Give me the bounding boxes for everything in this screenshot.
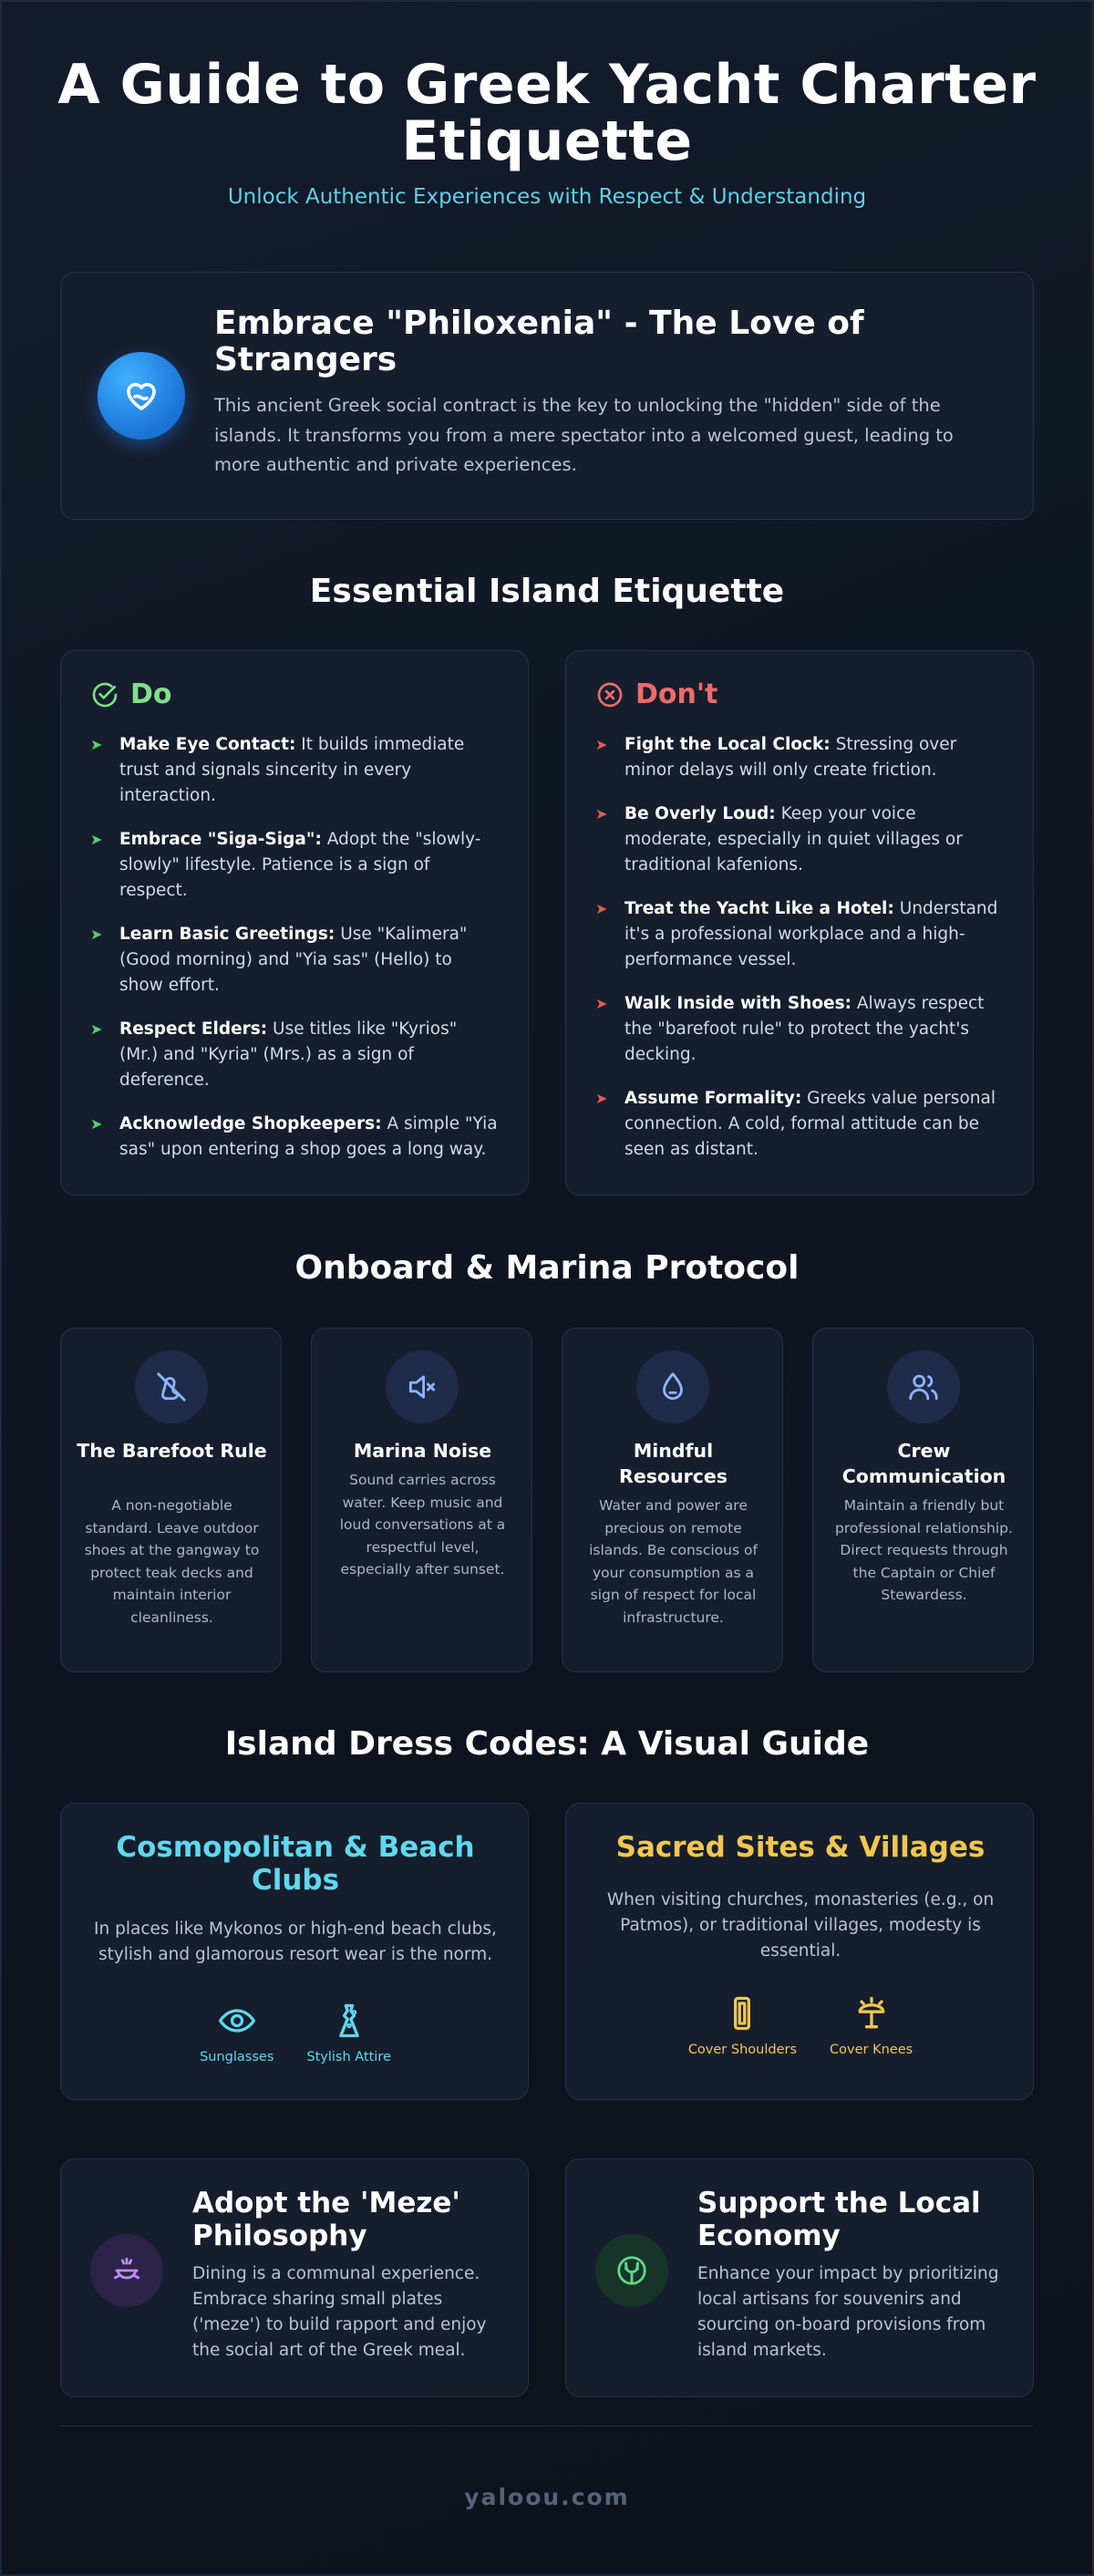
lamp-icon <box>851 1993 892 2033</box>
marina-noise-card <box>311 1328 532 1672</box>
check-circle-icon <box>90 680 119 709</box>
list-item: ➤ Walk Inside with Shoes: Always respect the "barefoot rule" to protect the yacht's decking. <box>595 991 1006 1068</box>
sacred-title: Sacred Sites & Villages <box>615 1831 986 1864</box>
etiquette-title: Essential Island Etiquette <box>309 573 785 610</box>
dress-icon <box>329 2001 369 2041</box>
users-icon <box>887 1350 960 1423</box>
meze-icon <box>90 2234 163 2307</box>
card-body: A non-negotiable standard. Leave outdoor shoes at the gangway to protect teak decks and maintain interior cleanliness. <box>84 1497 260 1626</box>
dont-card <box>565 650 1034 1195</box>
shirt-icon <box>722 1993 762 2033</box>
arrow-icon: ➤ <box>595 805 608 822</box>
dont-heading <box>595 678 717 710</box>
sacred-body: When visiting churches, monasteries (e.g., on Patmos), or traditional villages, modesty is essential. <box>606 1890 995 1960</box>
arrow-icon: ➤ <box>595 995 608 1012</box>
dont-heading-label: Don't <box>635 678 718 710</box>
card-title: Marina Noise <box>353 1440 492 1462</box>
icon-label: Cover Knees <box>830 2043 913 2057</box>
list-item: ➤ Respect Elders: Use titles like "Kyrios" (Mr.) and "Kyria" (Mrs.) as a sign of deference. <box>90 1017 501 1093</box>
list-item: ➤ Treat the Yacht Like a Hotel: Understand it's a professional workplace and a high-performance vessel. <box>595 896 1006 973</box>
no-shoes-icon <box>135 1350 208 1423</box>
meze-title: Adopt the 'Meze' Philosophy <box>192 2187 460 2252</box>
arrow-icon: ➤ <box>90 1020 103 1038</box>
card-title: The Barefoot Rule <box>77 1440 267 1462</box>
protocol-title: Onboard & Marina Protocol <box>294 1249 800 1287</box>
cosmopolitan-icons <box>61 2001 530 2064</box>
list-item: ➤ Acknowledge Shopkeepers: A simple "Yia sas" upon entering a shop goes a long way. <box>90 1112 501 1163</box>
leaf-icon <box>595 2234 668 2307</box>
local-economy-card <box>565 2158 1034 2397</box>
cover-shoulders-item <box>688 1993 797 2057</box>
dont-list <box>595 732 1006 1181</box>
local-economy-title: Support the Local Economy <box>697 2187 981 2252</box>
arrow-icon: ➤ <box>595 900 608 917</box>
x-circle-icon <box>595 680 624 709</box>
list-item: ➤ Assume Formality: Greeks value personal connection. A cold, formal attitude can be seen as distant. <box>595 1086 1006 1163</box>
icon-label: Stylish Attire <box>306 2050 391 2064</box>
stylish-attire-item <box>306 2001 391 2064</box>
philoxenia-card <box>60 272 1034 520</box>
arrow-icon: ➤ <box>595 1090 608 1107</box>
list-item: ➤ Embrace "Siga-Siga": Adopt the "slowly-slowly" lifestyle. Patience is a sign of respect. <box>90 827 501 904</box>
card-body: Sound carries across water. Keep music and loud conversations at a respectful level, especially after sunset. <box>339 1472 506 1578</box>
arrow-icon: ➤ <box>90 1115 103 1133</box>
arrow-icon: ➤ <box>90 831 103 848</box>
mute-speaker-icon <box>386 1350 459 1423</box>
philoxenia-title: Embrace "Philoxenia" - The Love of Strangers <box>214 305 864 378</box>
list-item: ➤ Fight the Local Clock: Stressing over minor delays will only create friction. <box>595 732 1006 783</box>
cosmopolitan-card <box>60 1803 529 2100</box>
icon-label: Sunglasses <box>200 2050 274 2064</box>
card-body: Maintain a friendly but professional relationship. Direct requests through the Captain or Chief Stewardess. <box>835 1497 1013 1603</box>
water-drop-icon <box>636 1350 709 1423</box>
card-title: Crew Communication <box>841 1440 1006 1487</box>
list-item: ➤ Be Overly Loud: Keep your voice moderate, especially in quiet villages or traditional kafenions. <box>595 802 1006 878</box>
card-title: Mindful Resources <box>619 1440 728 1487</box>
footer-brand-link[interactable]: yaloou.com <box>464 2484 630 2510</box>
icon-label: Cover Shoulders <box>687 2043 798 2057</box>
cosmopolitan-title: Cosmopolitan & Beach Clubs <box>116 1831 475 1897</box>
sacred-sites-card <box>565 1803 1034 2100</box>
list-item: ➤ Learn Basic Greetings: Use "Kalimera" (Good morning) and "Yia sas" (Hello) to show effort. <box>90 922 501 998</box>
cover-knees-item <box>830 1993 913 2057</box>
mindful-resources-card <box>562 1328 783 1672</box>
heart-hand-icon <box>98 352 185 440</box>
philoxenia-body: This ancient Greek social contract is the key to unlocking the "hidden" side of the islands. It transforms you from a mere spectator into a welcomed guest, leading to more authentic and private experiences. <box>214 395 954 475</box>
do-list <box>90 732 501 1181</box>
arrow-icon: ➤ <box>595 736 608 753</box>
page-title: A Guide to Greek Yacht Charter Etiquette <box>57 53 1037 173</box>
barefoot-card <box>60 1328 282 1672</box>
do-heading <box>90 678 172 710</box>
do-heading-label: Do <box>130 678 172 710</box>
card-body: Water and power are precious on remote islands. Be conscious of your consumption as a sign of respect for local infrastructure. <box>589 1497 758 1626</box>
crew-communication-card <box>812 1328 1034 1672</box>
sunglasses-item <box>200 2001 274 2064</box>
sacred-icons <box>566 1993 1035 2057</box>
local-economy-body: Enhance your impact by prioritizing local artisans for souvenirs and sourcing on-board provisions from island markets. <box>697 2264 999 2360</box>
do-card <box>60 650 529 1195</box>
page-subtitle: Unlock Authentic Experiences with Respect & Understanding <box>227 185 867 209</box>
dress-title: Island Dress Codes: A Visual Guide <box>224 1725 870 1763</box>
arrow-icon: ➤ <box>90 926 103 943</box>
list-item: ➤ Make Eye Contact: It builds immediate trust and signals sincerity in every interaction. <box>90 732 501 809</box>
cosmopolitan-body: In places like Mykonos or high-end beach clubs, stylish and glamorous resort wear is the norm. <box>94 1919 497 1964</box>
eye-icon <box>217 2001 257 2041</box>
meze-card <box>60 2158 529 2397</box>
arrow-icon: ➤ <box>90 736 103 753</box>
meze-body: Dining is a communal experience. Embrace sharing small plates ('meze') to build rapport and enjoy the social art of the Greek meal. <box>192 2264 487 2360</box>
